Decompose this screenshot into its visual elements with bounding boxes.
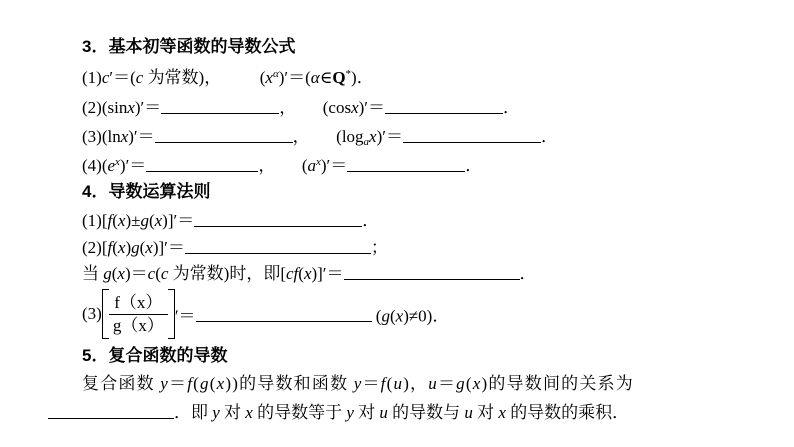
right-bracket — [168, 289, 175, 339]
formula-row-4: $(4)(e^x)'=$ ， $(a^x)'=$ ． — [82, 156, 483, 175]
section-3-heading: 3．基本初等函数的导数公式 — [82, 37, 296, 56]
left-bracket — [102, 289, 109, 339]
answer-blank[interactable] — [194, 211, 362, 227]
composite-line-2: ．即 y 对 x 的导数等于 y 对 u 的导数与 u 对 x 的导数的乘积． — [48, 402, 629, 424]
answer-blank[interactable] — [344, 264, 520, 280]
answer-blank[interactable] — [196, 306, 372, 322]
answer-blank[interactable] — [161, 98, 279, 114]
formula-row-2: (2)(sinx)′＝ ， (cosx)′＝ ． — [82, 98, 521, 117]
section-5-heading: 5．复合函数的导数 — [82, 346, 228, 365]
rule-1: (1)[f(x)±g(x)]′＝ ． — [82, 211, 380, 230]
answer-blank[interactable] — [48, 403, 174, 419]
rule-3: (3) $\frac{f(x)}{g(x)}$ ′＝ (g(x)≠0)． — [82, 289, 449, 341]
composite-line-1: 复合函数 y＝f(g(x))的导数和函数 y＝f(u)，u＝g(x)的导数间的关系为 — [82, 374, 634, 393]
quotient-fraction — [109, 292, 168, 337]
formula-row-1: (1)c′＝(c 为常数)， $(x^\alpha)'=(\alpha\in Q^*)$． — [82, 68, 374, 87]
rule-2: (2)[f(x)g(x)]′＝ ； — [82, 238, 388, 257]
row-1-label: (1) — [82, 68, 102, 87]
answer-blank[interactable] — [146, 156, 258, 172]
rule-2-note: 当 g(x)＝c(c 为常数)时，即[cf(x)]′＝ ． — [82, 264, 537, 283]
answer-blank[interactable] — [185, 238, 371, 254]
fraction-denominator: g（x） — [112, 315, 164, 335]
answer-blank[interactable] — [347, 156, 465, 172]
formula-row-3: (3)(lnx)′＝ ， $(\log_ax)'=$ ． — [82, 127, 558, 148]
rule-3-label: (3) — [82, 304, 102, 323]
fraction-numerator: f（x） — [109, 292, 168, 315]
section-4-heading: 4．导数运算法则 — [82, 182, 211, 201]
answer-blank[interactable] — [385, 98, 503, 114]
answer-blank[interactable] — [155, 127, 293, 143]
answer-blank[interactable] — [403, 127, 541, 143]
